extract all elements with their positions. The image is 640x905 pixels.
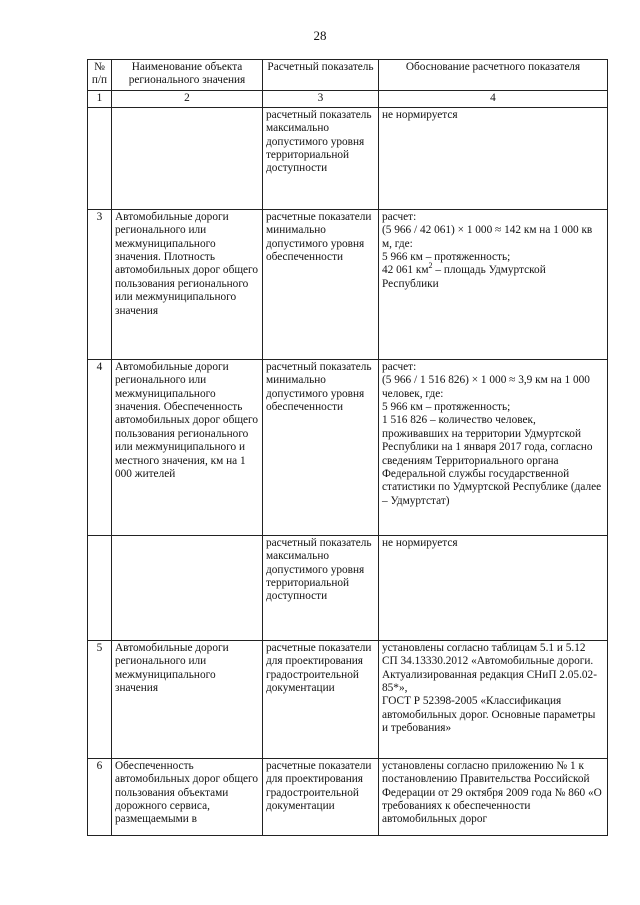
row-object — [112, 535, 263, 640]
row-object: Автомобильные дороги регионального или межмуниципального значения. Обеспеченность автомобильных дорог общего пользования регионального или межмуниципального и местного значения, км на 1 000 жителей — [112, 359, 263, 535]
row-indicator: расчетный показатель минимально допустимого уровня обеспеченности — [263, 359, 379, 535]
column-number: 4 — [379, 90, 608, 107]
table-row — [88, 758, 608, 835]
row-indicator: расчетные показатели для проектирования градостроительной документации — [263, 640, 379, 758]
area-description: – площадь Удмуртской Республики — [382, 264, 546, 290]
row-number — [88, 535, 112, 640]
column-number: 2 — [112, 90, 263, 107]
row-indicator: расчетный показатель максимально допустимого уровня территориальной доступности — [263, 107, 379, 209]
row-object: Автомобильные дороги регионального или межмуниципального значения — [112, 640, 263, 758]
table-row — [88, 359, 608, 535]
row-justification — [379, 359, 608, 535]
header-num: № п/п — [88, 60, 112, 91]
row-indicator: расчетные показатели минимально допустимого уровня обеспеченности — [263, 209, 379, 359]
header-justification: Обоснование расчетного показателя — [379, 60, 608, 91]
row-indicator: расчетный показатель максимально допустимого уровня территориальной доступности — [263, 535, 379, 640]
row-justification — [379, 535, 608, 640]
justification-line: установлены согласно таблицам 5.1 и 5.12 СП 34.13330.2012 «Автомобильные дороги. Актуализированная редакция СНиП 2.05.02-85*», — [382, 641, 597, 695]
row-indicator: расчетные показатели для проектирования градостроительной документации — [263, 758, 379, 835]
justification-line: 1 516 826 – количество человек, проживавших на территории Удмуртской Республики на 1 января 2017 года, согласно сведениям Территориального органа Федеральной службы государственной статистики по Удмуртской Республике (далее – Удмуртстат) — [382, 414, 602, 507]
row-number — [88, 107, 112, 209]
justification-line: расчет: — [382, 360, 417, 373]
row-justification — [379, 758, 608, 835]
justification-line — [382, 261, 604, 291]
row-justification — [379, 209, 608, 359]
column-number: 3 — [263, 90, 379, 107]
column-number: 1 — [88, 90, 112, 107]
justification-line: 5 966 км – протяженность; — [382, 251, 511, 264]
indicator-table — [87, 59, 608, 836]
table-row — [88, 209, 608, 359]
header-indicator: Расчетный показатель — [263, 60, 379, 91]
table-row — [88, 107, 608, 209]
table-row — [88, 640, 608, 758]
page-number: 28 — [313, 28, 327, 43]
header-object: Наименование объекта регионального значения — [112, 60, 263, 91]
row-number: 3 — [88, 209, 112, 359]
justification-line: (5 966 / 1 516 826) × 1 000 ≈ 3,9 км на 1 000 человек, где: — [382, 374, 590, 400]
justification-line: не нормируется — [382, 108, 458, 121]
row-object: Автомобильные дороги регионального или межмуниципального значения. Плотность автомобильных дорог общего пользования регионального или межмуниципального значения — [112, 209, 263, 359]
justification-line: 5 966 км – протяженность; — [382, 401, 511, 414]
row-justification — [379, 640, 608, 758]
row-number: 5 — [88, 640, 112, 758]
row-object — [112, 107, 263, 209]
row-object: Обеспеченность автомобильных дорог общего пользования объектами дорожного сервиса, размещаемыми в — [112, 758, 263, 835]
justification-line: установлены согласно приложению № 1 к постановлению Правительства Российской Федерации от 29 октября 2009 года № 860 «О требованиях к обеспеченности автомобильных дорог — [382, 759, 602, 826]
justification-line: (5 966 / 42 061) × 1 000 ≈ 142 км на 1 000 кв м, где: — [382, 224, 593, 250]
justification-line: расчет: — [382, 210, 417, 223]
area-superscript: 2 — [428, 261, 433, 271]
area-value: 42 061 км — [382, 264, 429, 277]
row-justification — [379, 107, 608, 209]
row-number: 4 — [88, 359, 112, 535]
justification-line: не нормируется — [382, 536, 458, 549]
table-header-row — [88, 60, 608, 91]
justification-line: ГОСТ Р 52398-2005 «Классификация автомобильных дорог. Основные параметры и требования» — [382, 695, 596, 735]
column-number-row — [88, 90, 608, 107]
row-number: 6 — [88, 758, 112, 835]
table-row — [88, 535, 608, 640]
